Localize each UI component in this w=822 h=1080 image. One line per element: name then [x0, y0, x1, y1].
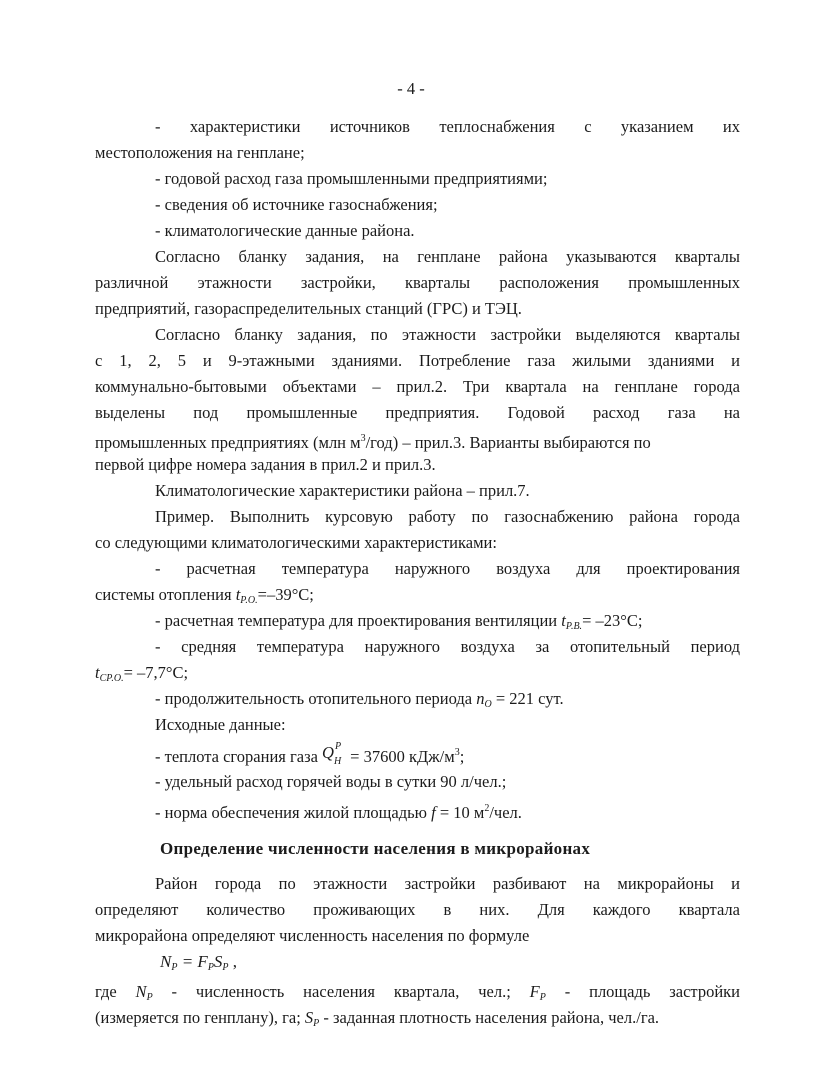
text-segment: = 221 сут.	[491, 689, 564, 708]
variable: n	[476, 689, 485, 708]
subscript: СР.О.	[99, 673, 124, 684]
text-line: выделены под промышленные предприятия. Годовой расход газа на	[95, 403, 740, 422]
text-line: Согласно бланку задания, по этажности застройки выделяются кварталы	[155, 325, 740, 344]
text-line: Исходные данные:	[155, 715, 286, 734]
text-line: со следующими климатологическими характеристиками:	[95, 533, 497, 552]
text-segment: ;	[459, 747, 465, 766]
text-line: - характеристики источников теплоснабжения с указанием их	[155, 117, 740, 136]
text-segment: - продолжительность отопительного периода	[155, 689, 477, 708]
text-segment: /чел.	[489, 803, 522, 822]
text-segment: промышленных предприятиях (млн м	[95, 433, 361, 452]
section-heading: Определение численности населения в микрорайонах	[160, 839, 591, 858]
text-line: Климатологические характеристики района – прил.7.	[155, 481, 530, 500]
superscript: 2	[484, 803, 490, 814]
text-segment: = –7,7°С;	[123, 663, 189, 682]
text-line: местоположения на генплане;	[95, 143, 305, 162]
text-segment: = 10 м	[435, 803, 485, 822]
text-line: - климатологические данные района.	[155, 221, 415, 240]
text-segment: =–39°С;	[257, 585, 314, 604]
variable: t	[235, 585, 241, 604]
text-line: микрорайона определяют численность населения по формуле	[95, 926, 530, 945]
text-line: - годовой расход газа промышленными предприятиями;	[155, 169, 548, 188]
text-line: различной этажности застройки, кварталы расположения промышленных	[95, 273, 740, 292]
text-segment: - теплота сгорания газа	[155, 747, 323, 766]
variable: t	[95, 663, 100, 682]
text-line	[155, 611, 642, 637]
text-line	[155, 743, 464, 767]
text-segment: = 37600 кДж/м	[346, 747, 455, 766]
text-line: первой цифре номера задания в прил.2 и прил.3.	[95, 455, 436, 474]
text-line: определяют количество проживающих в них. Для каждого квартала	[95, 900, 740, 919]
text-line: Согласно бланку задания, на генплане района указываются кварталы	[155, 247, 740, 266]
text-line: - средняя температура наружного воздуха за отопительный период	[155, 637, 740, 656]
text-line: где $N_Р$ - численность населения квартала, чел.; $F_Р$ - площадь застройки	[95, 982, 740, 1003]
superscript: 3	[360, 433, 366, 444]
subscript: Р.О.	[240, 595, 258, 606]
text-line: с 1, 2, 5 и 9-этажными зданиями. Потребление газа жилыми зданиями и	[95, 351, 740, 370]
text-segment: - расчетная температура для проектирования вентиляции	[155, 611, 562, 630]
subscript: Р.В.	[565, 621, 583, 632]
text-line	[155, 689, 564, 715]
text-line	[95, 663, 188, 689]
text-line: Пример. Выполнить курсовую работу по газоснабжению района города	[155, 507, 740, 526]
text-line: - сведения об источнике газоснабжения;	[155, 195, 438, 214]
variable: t	[561, 611, 566, 630]
text-segment: - норма обеспечения жилой площадью	[155, 803, 432, 822]
variable: f	[431, 803, 436, 822]
text-segment: системы отопления	[95, 585, 236, 604]
text-segment: = –23°С;	[582, 611, 643, 630]
superscript: 3	[454, 747, 460, 758]
subscript: О	[484, 699, 492, 710]
formula: $N_Р = F_РS_Р$ ,	[160, 952, 238, 973]
text-line	[155, 799, 522, 823]
text-segment: /год) – прил.3. Варианты выбираются по	[365, 433, 651, 452]
text-line	[95, 585, 314, 611]
text-line	[95, 429, 651, 453]
text-line: - удельный расход горячей воды в сутки 90 л/чел.;	[155, 772, 507, 791]
page-number: - 4 -	[397, 79, 425, 98]
text-line: предприятий, газораспределительных станций (ГРС) и ТЭЦ.	[95, 299, 522, 318]
text-line: - расчетная температура наружного воздуха для проектирования	[155, 559, 740, 578]
text-line: Район города по этажности застройки разбивают на микрорайоны и	[155, 874, 740, 893]
formula-q: Q Р Н	[322, 741, 342, 767]
text-line: (измеряется по генплану), га; $S_Р$ - заданная плотность населения района, чел./га.	[95, 1008, 660, 1029]
text-line: коммунально-бытовыми объектами – прил.2. Три квартала на генплане города	[95, 377, 740, 396]
